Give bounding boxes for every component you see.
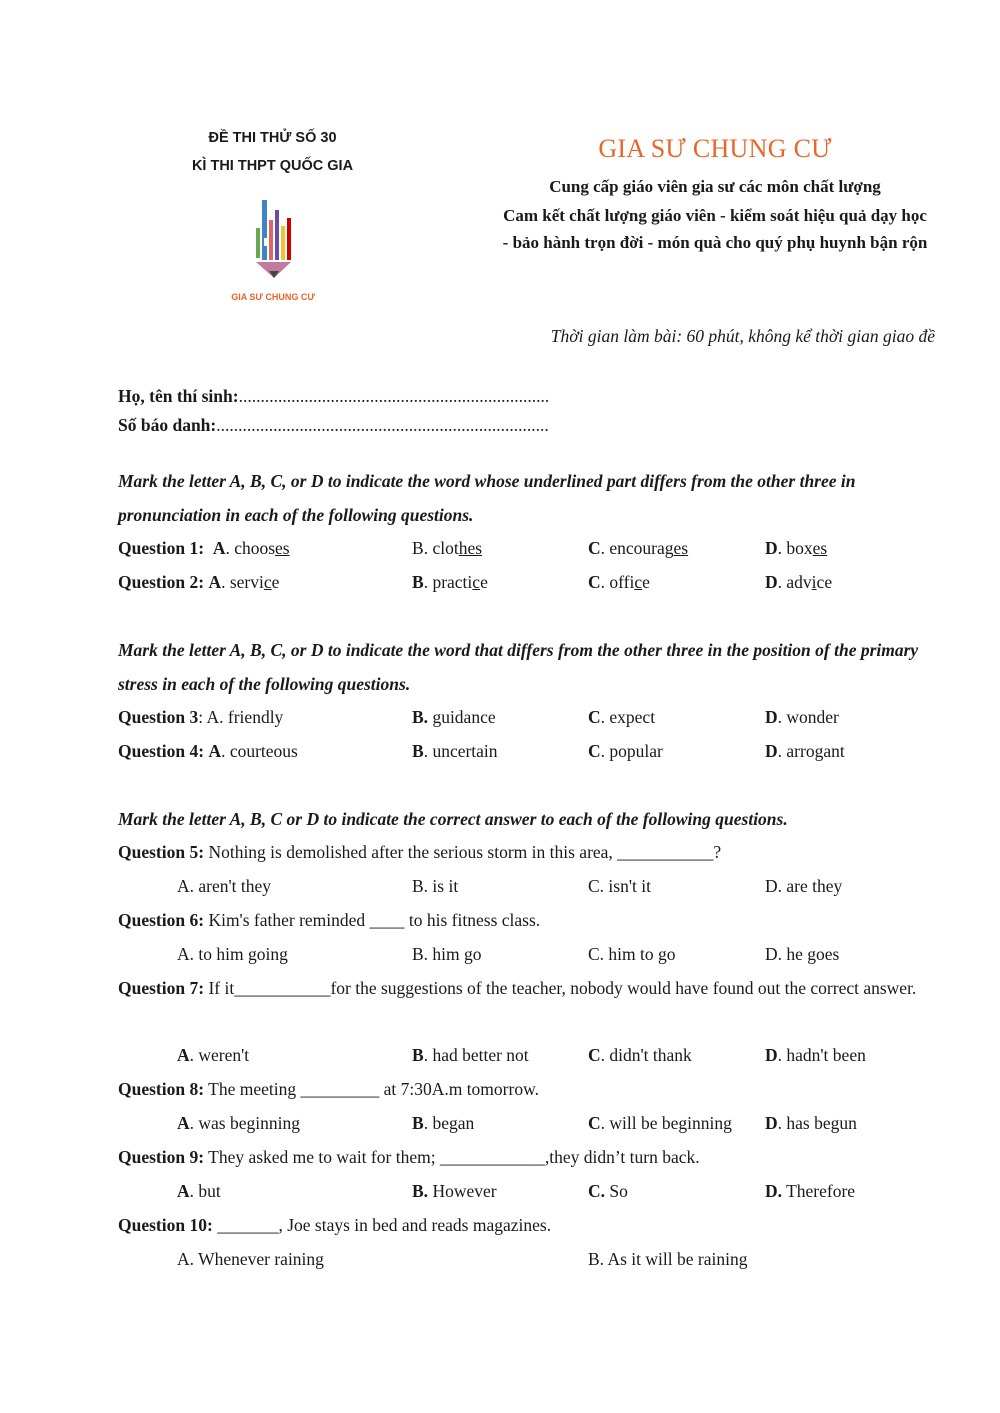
option-text: didn't thank — [609, 1045, 692, 1065]
q7-option-c: C. didn't thank — [588, 1045, 692, 1065]
question-stem: If it___________for the suggestions of the teacher, nobody would have found out the correct answer. — [208, 978, 917, 998]
option-text: clot — [432, 538, 459, 558]
option-letter: A — [212, 538, 226, 558]
q9-option-d: D. Therefore — [765, 1181, 856, 1201]
exam-number: ĐỀ THI THỬ SỐ 30 — [208, 130, 337, 146]
option-text: arrogant — [786, 741, 845, 761]
option-text: will be beginning — [609, 1113, 732, 1133]
question-7 — [118, 971, 918, 1005]
option-text: e — [642, 572, 650, 592]
option-letter: D — [765, 538, 778, 558]
question-label: Question 9: — [118, 1147, 205, 1167]
option-text: uncertain — [432, 741, 498, 761]
option-text: began — [432, 1113, 475, 1133]
option-text: had better not — [432, 1045, 529, 1065]
q6-option-c: C. him to go — [588, 944, 676, 964]
option-text: but — [198, 1181, 221, 1201]
underlined-part: i — [811, 572, 817, 592]
option-text: box — [786, 538, 813, 558]
option-text: has begun — [786, 1113, 857, 1133]
option-a: A. friendly — [206, 707, 284, 727]
question-label: Question 3 — [118, 707, 199, 727]
question-stem: They asked me to wait for them; ____________,they didn’t turn back. — [208, 1147, 700, 1167]
candidate-name-dots: ....................................................................... — [238, 386, 550, 406]
question-4: Question 4: A. courteous — [118, 741, 298, 761]
q5-option-a: A. aren't they — [177, 876, 272, 896]
question-stem: Kim's father reminded ____ to his fitness class. — [208, 910, 541, 930]
exam-name: KÌ THI THPT QUỐC GIA — [191, 158, 354, 174]
option-letter: B — [412, 538, 424, 558]
underlined-part: hes — [458, 538, 483, 558]
underlined-part: es — [812, 538, 828, 558]
option-text: ce — [816, 572, 833, 592]
q7-option-d: D. hadn't been — [765, 1045, 866, 1065]
brand-tagline: Cung cấp giáo viên gia sư các môn chất lượng — [549, 177, 881, 196]
instruction-pronunciation: Mark the letter A, B, C, or D to indicate the word whose underlined part differs from the other three in pronunciation in each of the following questions. — [118, 471, 856, 525]
q5-option-c: C. isn't it — [588, 876, 651, 896]
question-label: Question 1: — [118, 538, 205, 558]
question-label: Question 4: — [118, 741, 205, 761]
q2-option-b: B. practice — [412, 572, 488, 592]
option-text: So — [609, 1181, 628, 1201]
question-10 — [118, 1215, 551, 1236]
q7-option-a: A. weren't — [177, 1045, 250, 1065]
option-text: adv — [786, 572, 812, 592]
q1-option-d: D. boxes — [765, 538, 828, 558]
logo-caption: GIA SƯ CHUNG CƯ — [231, 292, 315, 302]
underlined-part: c — [634, 572, 643, 592]
logo-pencil-icon — [248, 198, 298, 280]
q7-option-b: B. had better not — [412, 1045, 529, 1065]
underlined-part: es — [275, 538, 290, 558]
q6-option-b: B. him go — [412, 944, 482, 964]
q5-option-d: D. are they — [765, 876, 843, 896]
question-stem: Nothing is demolished after the serious storm in this area, ___________? — [208, 842, 722, 862]
candidate-id-field — [118, 415, 549, 436]
q5-option-b: B. is it — [412, 876, 459, 896]
option-text: practi — [432, 572, 473, 592]
q3-option-c: C. expect — [588, 707, 656, 727]
question-8 — [118, 1079, 539, 1100]
underlined-part: c — [263, 572, 272, 592]
question-2: Question 2: A. service — [118, 572, 280, 592]
exam-duration: Thời gian làm bài: 60 phút, không kể thời gian giao đề — [550, 326, 935, 346]
q8-option-c: C. will be beginning — [588, 1113, 732, 1133]
q3-option-b: B. guidance — [412, 707, 496, 727]
candidate-id-label: Số báo danh: — [118, 415, 217, 435]
q4-option-b: B. uncertain — [412, 741, 498, 761]
option-text: e — [271, 572, 280, 592]
candidate-id-dots: ............................................................................ — [216, 415, 549, 435]
option-text: e — [480, 572, 488, 592]
q6-option-a: A. to him going — [177, 944, 288, 964]
underlined-part: c — [472, 572, 481, 592]
q9-option-a: A. but — [177, 1181, 221, 1201]
q10-option-b: B. As it will be raining — [588, 1249, 748, 1269]
option-text: wonder — [786, 707, 839, 727]
option-text: guidance — [432, 707, 496, 727]
question-3: Question 3: A. friendly — [118, 707, 284, 727]
underlined-part: es — [673, 538, 689, 558]
question-6 — [118, 910, 540, 931]
q2-option-d: D. advice — [765, 572, 833, 592]
option-text: was beginning — [198, 1113, 300, 1133]
question-label: Question 8: — [118, 1079, 205, 1099]
question-stem: _______, Joe stays in bed and reads magazines. — [217, 1215, 552, 1235]
brand-commitment-1: Cam kết chất lượng giáo viên - kiểm soát hiệu quả dạy học — [503, 206, 927, 225]
question-label: Question 5: — [118, 842, 205, 862]
option-letter: A — [208, 572, 222, 592]
option-text: Therefore — [786, 1181, 856, 1201]
option-letter: C — [588, 538, 601, 558]
q8-option-a: A. was beginning — [177, 1113, 300, 1133]
q1-option-c: C. encourages — [588, 538, 689, 558]
option-text: expect — [609, 707, 656, 727]
option-text: However — [432, 1181, 497, 1201]
question-stem: The meeting _________ at 7:30A.m tomorrow. — [208, 1079, 539, 1099]
q1-option-b: B. clothes — [412, 538, 483, 558]
option-text: offi — [609, 572, 635, 592]
q10-option-a: A. Whenever raining — [177, 1249, 324, 1269]
option-text: courteous — [229, 741, 298, 761]
option-text: encourag — [609, 538, 674, 558]
question-9 — [118, 1147, 700, 1168]
q9-option-c: C. So — [588, 1181, 628, 1201]
candidate-name-field — [118, 386, 549, 407]
option-text: servi — [229, 572, 264, 592]
instruction-grammar: Mark the letter A, B, C or D to indicate the correct answer to each of the following questions. — [118, 809, 788, 829]
question-5 — [118, 842, 721, 863]
instruction-stress: Mark the letter A, B, C, or D to indicate the word that differs from the other three in the position of the primary stress in each of the following questions. — [118, 640, 919, 694]
option-text: weren't — [198, 1045, 250, 1065]
q4-option-d: D. arrogant — [765, 741, 845, 761]
brand-commitment-2: - bảo hành trọn đời - món quà cho quý phụ huynh bận rộn — [502, 233, 928, 252]
option-letter: B — [412, 572, 424, 592]
question-label: Question 6: — [118, 910, 205, 930]
q3-option-d: D. wonder — [765, 707, 839, 727]
option-letter: D — [765, 572, 778, 592]
q8-option-b: B. began — [412, 1113, 475, 1133]
q2-option-c: C. office — [588, 572, 650, 592]
q6-option-d: D. he goes — [765, 944, 840, 964]
q4-option-c: C. popular — [588, 741, 663, 761]
question-label: Question 10: — [118, 1215, 213, 1235]
q8-option-d: D. has begun — [765, 1113, 857, 1133]
brand-title: GIA SƯ CHUNG CƯ — [598, 134, 832, 163]
question-label: Question 7: — [118, 978, 205, 998]
candidate-name-label: Họ, tên thí sinh: — [118, 386, 239, 406]
question-label: Question 2: — [118, 572, 205, 592]
option-text: hadn't been — [786, 1045, 866, 1065]
option-letter: C — [588, 572, 601, 592]
option-text: choos — [234, 538, 276, 558]
option-text: popular — [609, 741, 663, 761]
question-1: Question 1: A. chooses — [118, 538, 290, 558]
q9-option-b: B. However — [412, 1181, 497, 1201]
